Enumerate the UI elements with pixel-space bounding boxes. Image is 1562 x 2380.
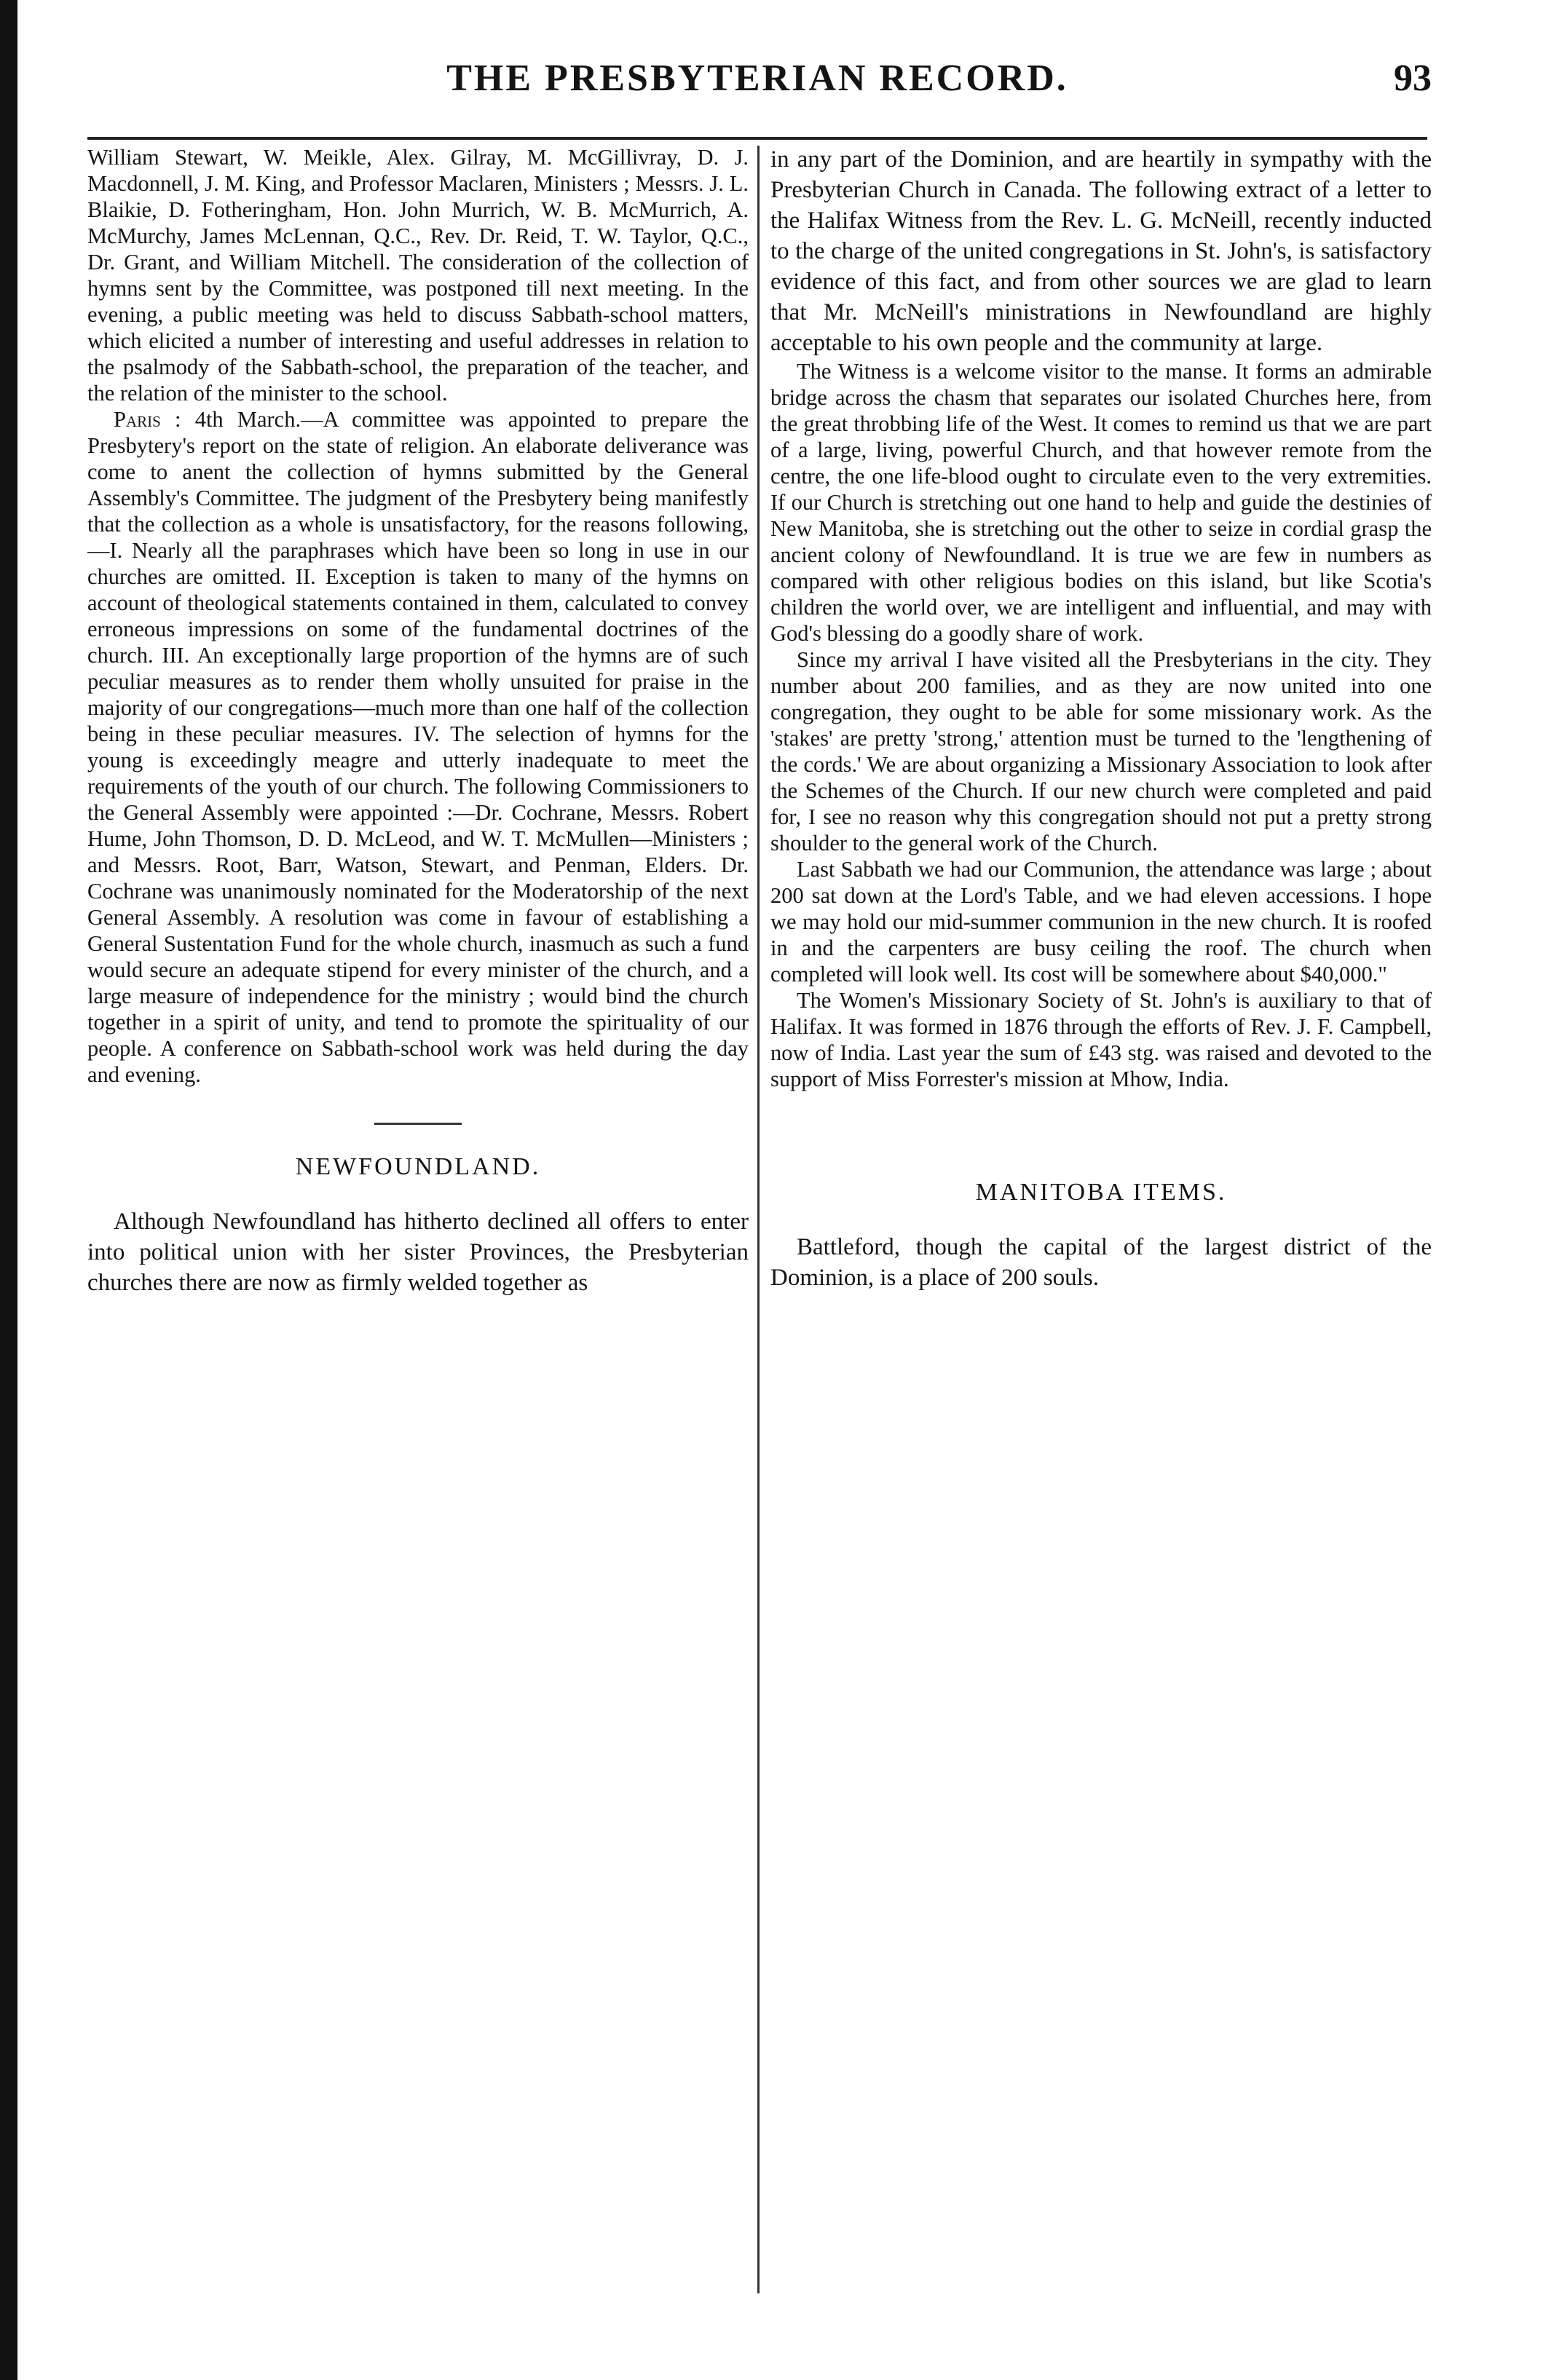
page-header bbox=[87, 51, 1432, 131]
paragraph-paris-presbytery bbox=[87, 406, 749, 1088]
paragraph-commissioners-list: William Stewart, W. Meikle, Alex. Gilray, M. McGillivray, D. J. Macdonnell, J. M. King, and Professor Maclaren, Ministers ; Messrs. J. L. Blaikie, D. Fotheringham, Hon. John Murrich, W. B. McMurrich, A. McMurchy, James McLennan, Q.C., Rev. Dr. Reid, T. W. Taylor, Q.C., Dr. Grant, and William Mitchell. The consideration of the collection of hymns sent by the Committee, was postponed till next meeting. In the evening, a public meeting was held to discuss Sabbath-school matters, which elicited a number of interesting and useful addresses in relation to the psalmody of the Sabbath-school, the preparation of the teacher, and the relation of the minister to the school. bbox=[87, 145, 749, 406]
paris-body: : 4th March.—A committee was appointed to prepare the Presbytery's report on the state of religion. An elaborate deliverance was come to anent the collection of hymns submitted by the General Assembly's Committee. The judgment of the Presbytery being manifestly that the collection as a whole is unsatisfactory, for the reasons following,—I. Nearly all the paraphrases which have been so long in use in our churches are omitted. II. Exception is taken to many of the hymns on account of theological statements contained in them, calculated to convey erroneous impressions on some of the fundamental doctrines of the church. III. An exceptionally large proportion of the hymns are of such peculiar measures as to render them wholly unsuited for praise in the majority of our congregations—much more than one half of the collection being in these peculiar measures. IV. The selection of hymns for the young is exceedingly meagre and utterly inadequate to meet the requirements of the youth of our church. The following Commissioners to the General Assembly were appointed :—Dr. Cochrane, Messrs. Robert Hume, John Thomson, D. D. McLeod, and W. T. McMullen—Ministers ; and Messrs. Root, Barr, Watson, Stewart, and Penman, Elders. Dr. Cochrane was unanimously nominated for the Moderatorship of the next General Assembly. A resolution was come in favour of establishing a General Sustentation Fund for the whole church, inasmuch as such a fund would secure an adequate stipend for every minister of the church, and a large measure of independence for the ministry ; would bind the church together in a spirit of unity, and tend to promote the spirituality of our people. A conference on Sabbath-school work was held during the day and evening. bbox=[87, 407, 749, 1087]
paragraph-newfoundland-intro: Although Newfoundland has hitherto declined all offers to enter into political union with her sister Provinces, the Presbyterian churches there are now as firmly welded together as bbox=[87, 1209, 749, 1296]
paragraph-newfoundland-continued: in any part of the Dominion, and are heartily in sympathy with the Presbyterian Church in Canada. The following extract of a letter to the Halifax Witness from the Rev. L. G. McNeill, recently inducted to the charge of the united congregations in St. John's, is satisfactory evidence of this fact, and from other sources we are glad to learn that Mr. McNeill's ministrations in Newfoundland are highly acceptable to his own people and the community at large. bbox=[770, 146, 1432, 356]
left-column bbox=[87, 144, 749, 2299]
paragraph-womens-missionary-society: The Women's Missionary Society of St. John's is auxiliary to that of Halifax. It was formed in 1876 through the efforts of Rev. J. F. Campbell, now of India. Last year the sum of £43 stg. was raised and devoted to the support of Miss Forrester's mission at Mhow, India. bbox=[770, 988, 1432, 1091]
running-title: THE PRESBYTERIAN RECORD. bbox=[446, 58, 1068, 99]
paragraph-battleford: Battleford, though the capital of the largest district of the Dominion, is a place of 200 souls. bbox=[770, 1234, 1432, 1291]
paragraph-presbyterians-city: Since my arrival I have visited all the Presbyterians in the city. They number about 200 families, and as they are now united into one congregation, they ought to be able for some missionary work. As the 'stakes' are pretty 'strong,' attention must be turned to the 'lengthening of the cords.' We are about organizing a Missionary Association to look after the Schemes of the Church. If our new church were completed and paid for, I see no reason why this congregation should not put a pretty strong shoulder to the general work of the Church. bbox=[770, 647, 1432, 855]
section-divider bbox=[374, 1123, 462, 1125]
paris-heading: Paris bbox=[114, 407, 161, 432]
paragraph-witness-letter: The Witness is a welcome visitor to the manse. It forms an admirable bridge across the chasm that separates our isolated Churches here, from the great throbbing life of the West. It comes to remind us that we are part of a large, living, powerful Church, and that however remote from the centre, the one life-blood ought to circulate even to the very extremities. If our Church is stretching out one hand to help and guide the destinies of New Manitoba, she is stretching out the other to seize in cordial grasp the ancient colony of Newfoundland. It is true we are few in numbers as compared with other religious bodies on this island, but like Scotia's children the world over, we are intelligent and influential, and may with God's blessing do a goodly share of work. bbox=[770, 359, 1432, 646]
newfoundland-heading: NEWFOUNDLAND. bbox=[295, 1153, 541, 1180]
header-rule bbox=[87, 137, 1427, 140]
right-column bbox=[770, 144, 1432, 2299]
page-number: 93 bbox=[1394, 58, 1432, 99]
paragraph-communion: Last Sabbath we had our Communion, the attendance was large ; about 200 sat down at the Lord's Table, and we had eleven accessions. I hope we may hold our mid-summer communion in the new church. It is roofed in and the carpenters are busy ceiling the roof. The church when completed will look well. Its cost will be somewhere about $40,000." bbox=[770, 857, 1432, 987]
page-edge-rule bbox=[0, 0, 17, 2380]
manitoba-heading: MANITOBA ITEMS. bbox=[975, 1179, 1227, 1206]
column-divider bbox=[757, 146, 760, 2293]
